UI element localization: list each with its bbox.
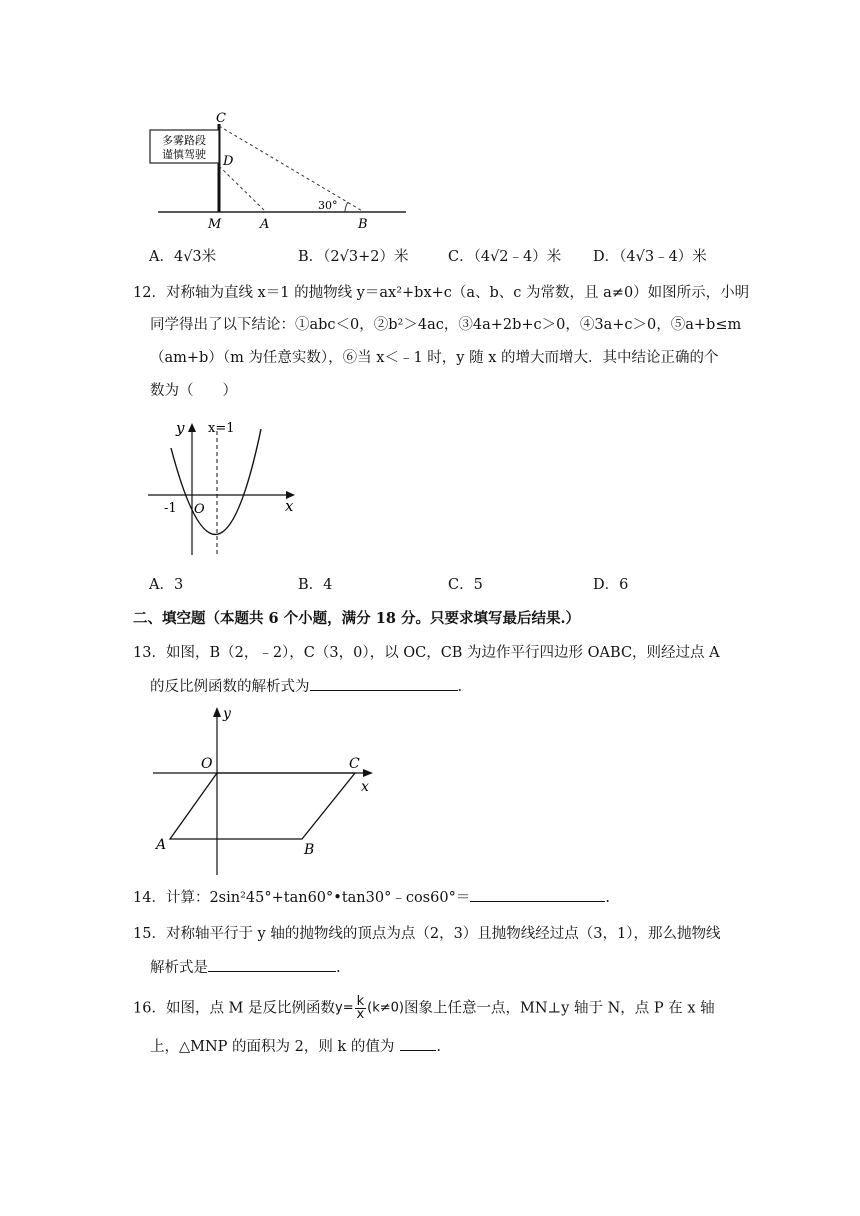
q12-option-a: A．3 <box>149 577 184 593</box>
q13-figure <box>145 700 385 880</box>
line-cb <box>219 126 364 212</box>
q14-text: 14．计算：2sin²45°+tan60°•tan30°﹣cos60°＝ <box>133 890 471 906</box>
q12-line-1: 12．对称轴为直线 x＝1 的抛物线 y＝ax²+bx+c（a、b、c 为常数，且 a≠0）如图所示，小明 <box>133 285 750 301</box>
label-axis: x=1 <box>208 421 235 436</box>
formula-y: y= <box>335 1000 354 1016</box>
q11-option-a: A．4√3米 <box>149 249 217 265</box>
label-b: B <box>304 842 315 858</box>
parabola <box>171 429 261 534</box>
line-da <box>219 166 266 212</box>
label-y: y <box>223 706 231 722</box>
q16-line-2 <box>150 1036 441 1057</box>
formula-fraction <box>355 996 367 1021</box>
label-c: C <box>349 756 360 772</box>
q12-figure <box>140 415 310 560</box>
q14-line <box>133 887 610 908</box>
formula-denominator: x <box>356 1007 365 1022</box>
x-arrow <box>363 769 373 777</box>
label-a: A <box>260 217 270 232</box>
label-neg1: -1 <box>164 501 177 516</box>
q13-line-2-text: 的反比例函数的解析式为 <box>150 679 310 695</box>
parallelogram <box>170 773 355 839</box>
label-a: A <box>156 837 167 853</box>
label-o: O <box>201 756 213 772</box>
q12-option-d: D．6 <box>593 577 629 593</box>
q16-answer-blank <box>400 1036 436 1051</box>
sign-text-2: 谨慎驾驶 <box>162 148 206 161</box>
angle-arc <box>345 202 348 212</box>
q11-figure <box>140 110 420 235</box>
label-x: x <box>361 779 369 795</box>
q16-text-a: 16．如图，点 M 是反比例函数 <box>133 1000 336 1017</box>
label-m: M <box>208 217 222 232</box>
q15-line-2 <box>150 957 341 978</box>
q16-end: . <box>436 1039 441 1055</box>
angle-label: 30° <box>318 199 338 212</box>
q16-line-1 <box>133 996 715 1021</box>
q13-line-2 <box>150 676 462 697</box>
label-x: x <box>285 497 294 515</box>
q12-option-b: B．4 <box>298 577 333 593</box>
q12-option-c: C．5 <box>448 577 483 593</box>
q14-end: . <box>605 890 610 906</box>
y-arrow <box>188 423 196 432</box>
q16-text-b: 图象上任意一点，MN⊥y 轴于 N，点 P 在 x 轴 <box>403 1000 715 1017</box>
q11-option-d: D．（4√3﹣4）米 <box>593 249 707 265</box>
q14-answer-blank <box>470 887 605 902</box>
q13-answer-blank <box>310 676 458 691</box>
q13-line-1: 13．如图，B（2，﹣2），C（3，0），以 OC，CB 为边作平行四边形 OABC，则经过点 A <box>133 645 720 661</box>
q15-line-1: 15．对称轴平行于 y 轴的抛物线的顶点为点（2，3）且抛物线经过点（3，1），那么抛物线 <box>133 926 721 942</box>
q12-line-2: 同学得出了以下结论：①abc＜0，②b²＞4ac，③4a+2b+c＞0，④3a+c＞0，⑤a+b≤m <box>150 317 742 333</box>
section-heading: 二、填空题（本题共 6 个小题，满分 18 分。只要求填写最后结果.） <box>133 610 581 627</box>
q16-line-2-text: 上，△MNP 的面积为 2，则 k 的值为 <box>150 1039 395 1055</box>
q15-line-2-text: 解析式是 <box>150 960 208 976</box>
label-d: D <box>223 154 234 169</box>
formula-condition: (k≠0) <box>367 1000 404 1016</box>
q12-line-4: 数为（ ） <box>150 383 237 399</box>
sign-text-1: 多雾路段 <box>162 134 206 147</box>
formula-numerator: k <box>356 994 365 1009</box>
q16-formula <box>335 996 404 1021</box>
q13-end: . <box>457 679 463 695</box>
q11-option-c: C．（4√2﹣4）米 <box>448 249 562 265</box>
label-y: y <box>176 419 185 437</box>
q15-end: . <box>336 960 341 976</box>
q15-answer-blank <box>208 957 336 972</box>
y-arrow <box>213 707 221 717</box>
label-b: B <box>358 217 368 232</box>
q11-option-b: B．（2√3+2）米 <box>298 249 409 265</box>
label-o: O <box>194 502 205 517</box>
label-c: C <box>216 111 226 126</box>
q12-line-3: （am+b）（m 为任意实数），⑥当 x＜﹣1 时，y 随 x 的增大而增大．其中结论正确的个 <box>150 350 719 366</box>
